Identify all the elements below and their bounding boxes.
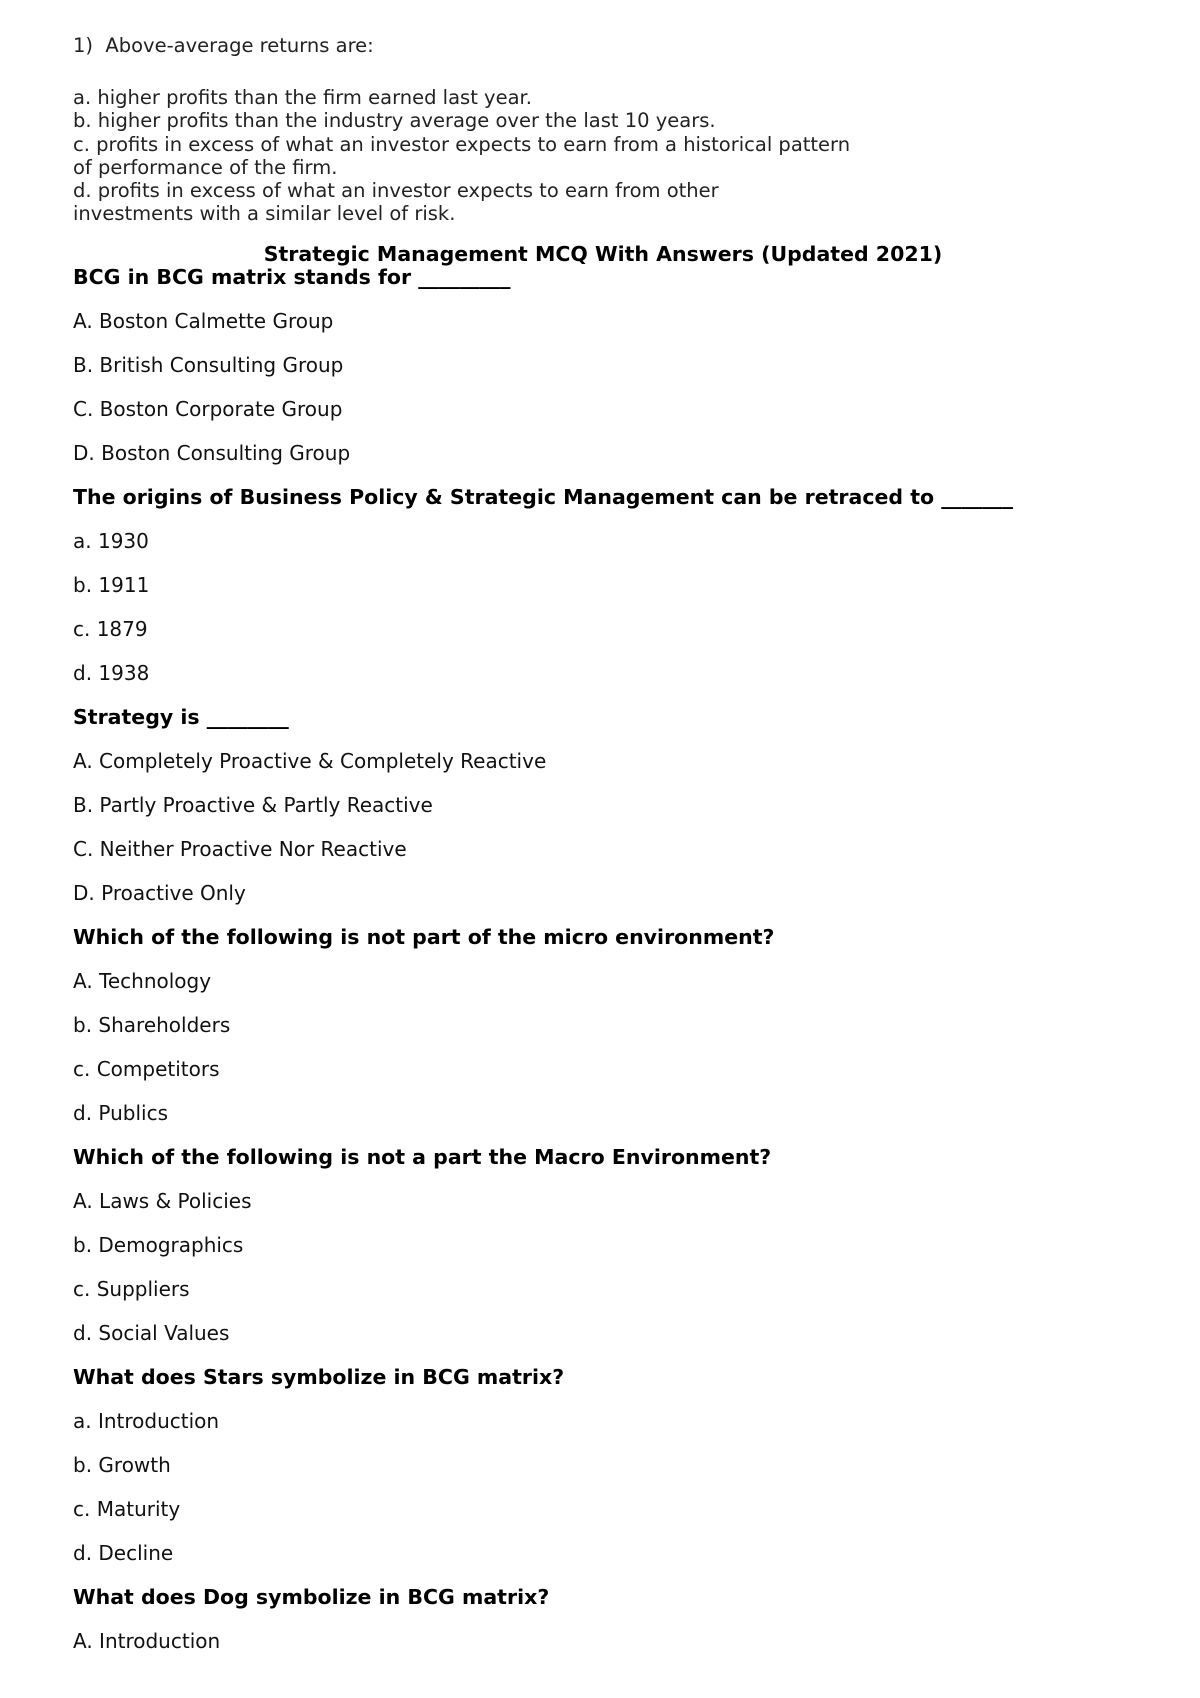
intro-option: d. profits in excess of what an investor expects to earn from other xyxy=(73,179,719,203)
answer-option: d. 1938 xyxy=(73,661,150,685)
question-text: The origins of Business Policy & Strategic Management can be retraced to _______ xyxy=(73,485,1013,509)
intro-question-options xyxy=(73,86,850,226)
mcq-item xyxy=(73,485,1133,686)
mcq-item xyxy=(73,1585,1133,1654)
answer-option: d. Social Values xyxy=(73,1321,230,1345)
mcq-item xyxy=(73,705,1133,906)
answer-option: A. Technology xyxy=(73,969,212,993)
document-title: Strategic Management MCQ With Answers (Updated 2021) xyxy=(263,242,943,266)
answer-option: b. Demographics xyxy=(73,1233,244,1257)
answer-option: c. Maturity xyxy=(73,1497,181,1521)
mcq-item xyxy=(73,925,1133,1126)
question-text: BCG in BCG matrix stands for _________ xyxy=(73,265,511,289)
answer-option: A. Boston Calmette Group xyxy=(73,309,334,333)
intro-option: c. profits in excess of what an investor expects to earn from a historical pattern xyxy=(73,132,851,156)
question-text: What does Stars symbolize in BCG matrix? xyxy=(73,1365,565,1389)
question-text: Strategy is ________ xyxy=(73,705,289,729)
answer-option: C. Boston Corporate Group xyxy=(73,397,343,421)
mcq-list xyxy=(73,265,1133,1673)
answer-option: c. Suppliers xyxy=(73,1277,190,1301)
answer-option: a. 1930 xyxy=(73,529,149,553)
mcq-item xyxy=(73,265,1133,466)
intro-option: b. higher profits than the industry average over the last 10 years. xyxy=(73,109,716,133)
answer-option: A. Completely Proactive & Completely Reactive xyxy=(73,749,547,773)
answer-option: c. Competitors xyxy=(73,1057,220,1081)
intro-question-title: 1) Above-average returns are: xyxy=(73,34,374,57)
answer-option: D. Boston Consulting Group xyxy=(73,441,351,465)
answer-option: c. 1879 xyxy=(73,617,148,641)
answer-option: b. Growth xyxy=(73,1453,171,1477)
answer-option: d. Publics xyxy=(73,1101,169,1125)
answer-option: D. Proactive Only xyxy=(73,881,246,905)
answer-option: b. Shareholders xyxy=(73,1013,231,1037)
question-text: Which of the following is not a part the Macro Environment? xyxy=(73,1145,772,1169)
intro-option-continued: investments with a similar level of risk. xyxy=(73,202,456,226)
answer-option: C. Neither Proactive Nor Reactive xyxy=(73,837,407,861)
question-text: Which of the following is not part of the micro environment? xyxy=(73,925,775,949)
question-text: What does Dog symbolize in BCG matrix? xyxy=(73,1585,550,1609)
answer-option: A. Introduction xyxy=(73,1629,221,1653)
answer-option: B. Partly Proactive & Partly Reactive xyxy=(73,793,433,817)
answer-option: b. 1911 xyxy=(73,573,150,597)
intro-option: a. higher profits than the firm earned last year. xyxy=(73,86,532,109)
answer-option: B. British Consulting Group xyxy=(73,353,344,377)
answer-option: A. Laws & Policies xyxy=(73,1189,252,1213)
mcq-item xyxy=(73,1145,1133,1346)
answer-option: a. Introduction xyxy=(73,1409,220,1433)
answer-option: d. Decline xyxy=(73,1541,174,1565)
intro-option-continued: of performance of the firm. xyxy=(73,155,338,179)
mcq-item xyxy=(73,1365,1133,1566)
